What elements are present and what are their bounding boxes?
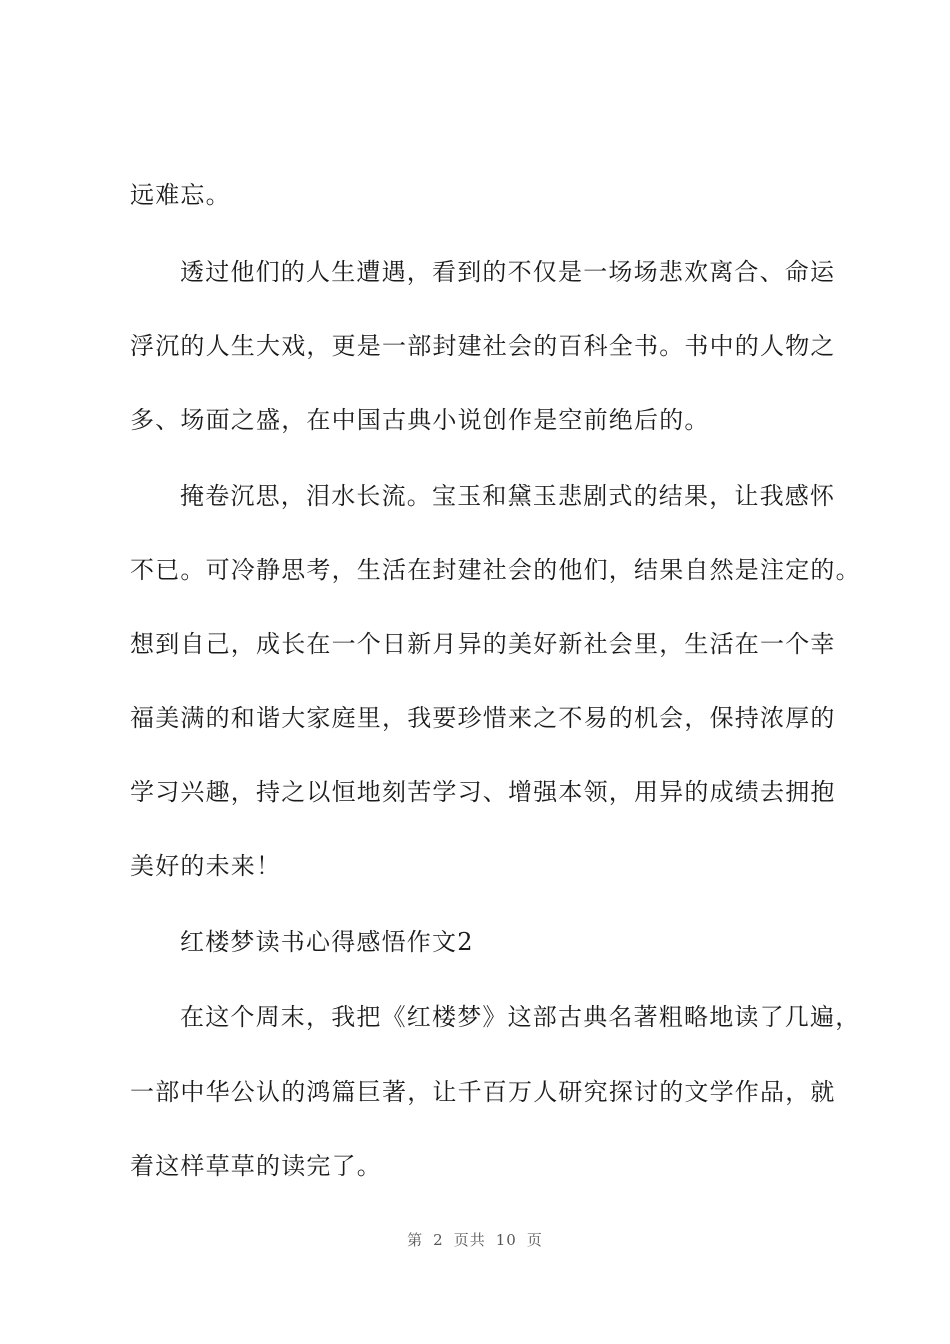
total-pages: 10 bbox=[495, 1231, 517, 1249]
text-line: 着这样草草的读完了。 bbox=[130, 1152, 382, 1180]
text-line: 多、场面之盛，在中国古典小说创作是空前绝后的。 bbox=[130, 406, 710, 434]
text-line: 一部中华公认的鸿篇巨著，让千百万人研究探讨的文学作品，就 bbox=[130, 1078, 836, 1106]
text-line: 不已。可冷静思考，生活在封建社会的他们，结果自然是注定的。 bbox=[130, 556, 861, 584]
section-heading: 红楼梦读书心得感悟作文2 bbox=[180, 928, 474, 956]
page-number: 2 bbox=[433, 1231, 444, 1249]
footer-suffix: 页 bbox=[526, 1231, 543, 1249]
text-line: 福美满的和谐大家庭里，我要珍惜来之不易的机会，保持浓厚的 bbox=[130, 704, 836, 732]
text-line: 美好的未来！ bbox=[130, 852, 282, 880]
paragraph-start-line: 掩卷沉思，泪水长流。宝玉和黛玉悲剧式的结果，让我感怀 bbox=[180, 482, 836, 510]
text-line: 远难忘。 bbox=[130, 181, 231, 209]
footer-middle: 页共 bbox=[453, 1231, 486, 1249]
text-line: 想到自己，成长在一个日新月异的美好新社会里，生活在一个幸 bbox=[130, 630, 836, 658]
paragraph-start-line: 透过他们的人生遭遇，看到的不仅是一场场悲欢离合、命运 bbox=[180, 258, 836, 286]
paragraph-start-line: 在这个周末，我把《红楼梦》这部古典名著粗略地读了几遍， bbox=[180, 1003, 861, 1031]
text-line: 学习兴趣，持之以恒地刻苦学习、增强本领，用异的成绩去拥抱 bbox=[130, 778, 836, 806]
page-footer bbox=[0, 1229, 950, 1250]
footer-prefix: 第 bbox=[407, 1231, 424, 1249]
text-line: 浮沉的人生大戏，更是一部封建社会的百科全书。书中的人物之 bbox=[130, 332, 836, 360]
